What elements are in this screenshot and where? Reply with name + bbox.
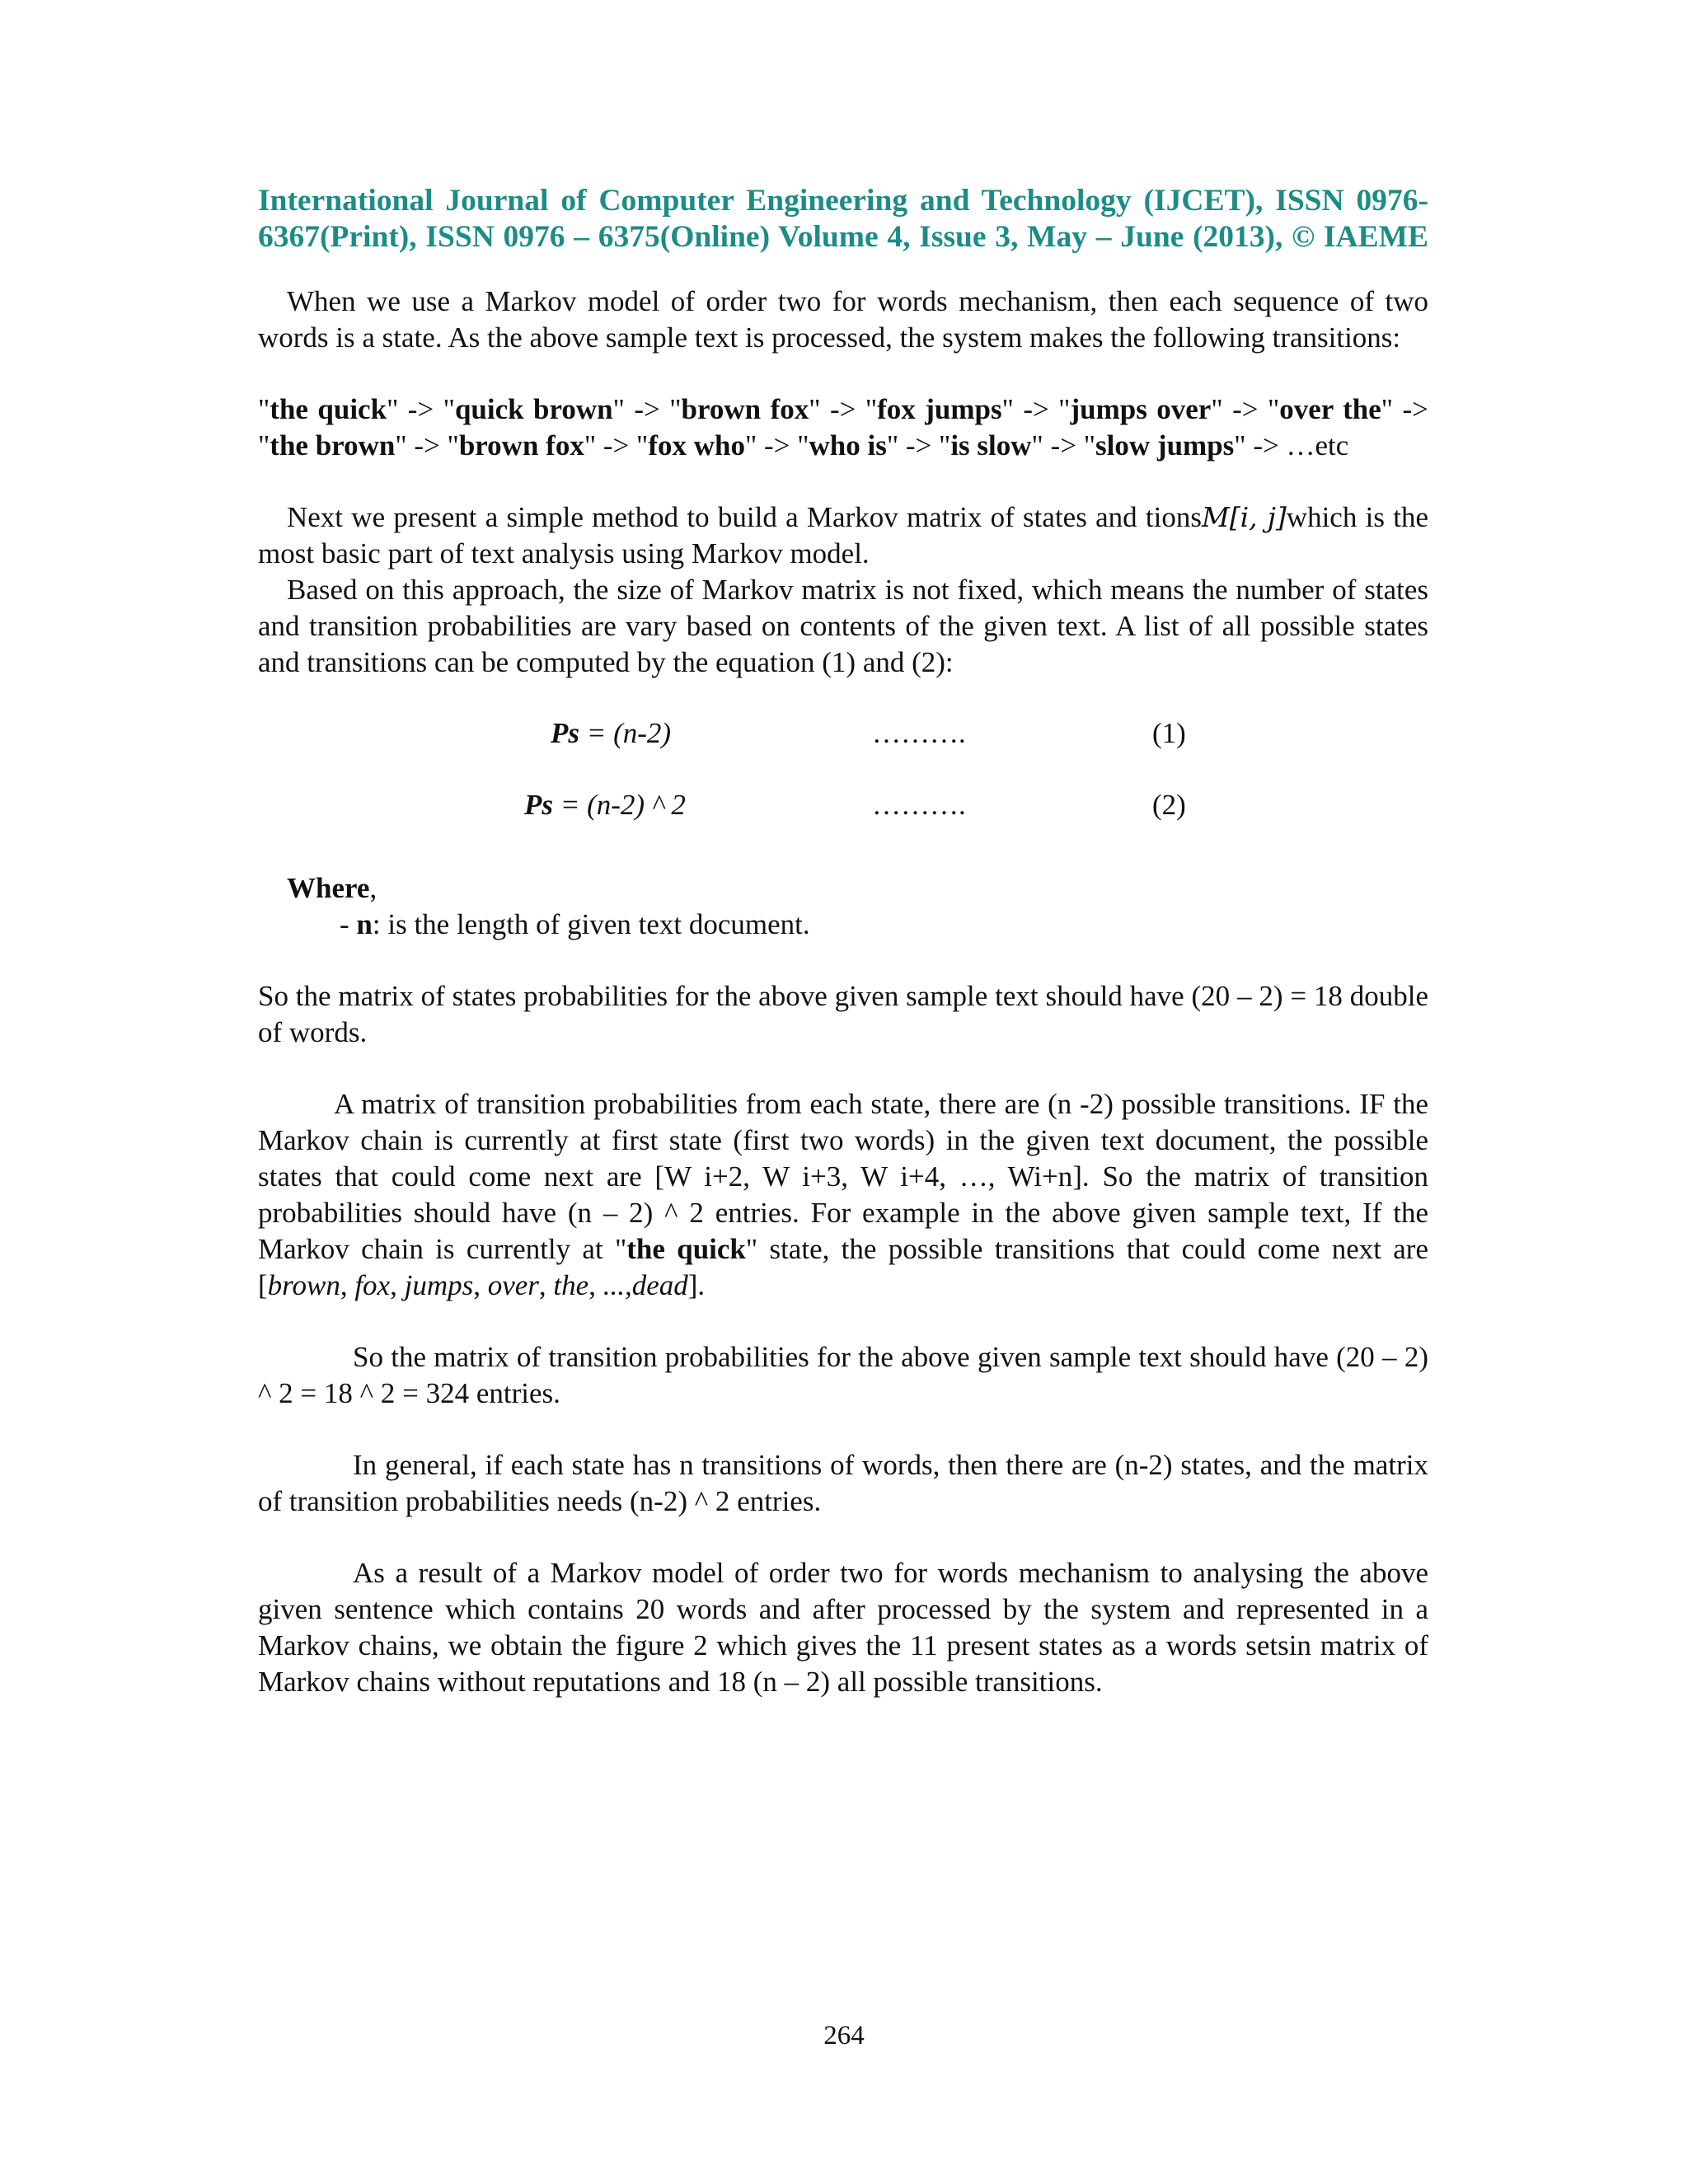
chain-arrow: -> <box>414 429 440 462</box>
equation-1-number: (1) <box>1152 717 1186 749</box>
chain-arrow: -> <box>603 429 630 462</box>
next-word-1: brown <box>267 1269 340 1301</box>
chain-arrow: -> <box>1253 429 1279 462</box>
journal-header-line-2: 6367(Print), ISSN 0976 – 6375(Online) Volume 4, Issue 3, May – June (2013), © IAEME <box>258 220 1428 254</box>
chain-state-1: the quick <box>270 393 387 425</box>
page-content <box>258 183 1428 1700</box>
chain-state-4: fox jumps <box>877 393 1002 425</box>
chain-state-12: slow jumps <box>1095 429 1235 462</box>
equation-2 <box>258 787 1428 823</box>
equation-2-lhs <box>524 787 686 823</box>
equation-2-rhs: = (n-2) ^ 2 <box>553 789 686 821</box>
method-text-post: which is the most basic part of text analysis using Markov model. <box>258 501 1428 569</box>
result-paragraph: As a result of a Markov model of order two for words mechanism to analysing the above given sentence which contains 20 words and after processed by the system and represented in a Markov chains, we obtain the figure 2 which gives the 11 present states as a words setsin matrix of Markov chains without reputations and 18 (n – 2) all possible transitions. <box>258 1557 1428 1698</box>
states-paragraph: So the matrix of states probabilities for the above given sample text should have (20 – 2) = 18 double of words. <box>258 980 1428 1048</box>
matrix-symbol: M[i, j] <box>1201 501 1287 533</box>
variable-n: n <box>356 908 373 940</box>
chain-arrow: -> <box>407 393 434 425</box>
chain-state-10: who is <box>809 429 887 462</box>
equations-block <box>258 715 1428 870</box>
next-word-5: the <box>553 1269 589 1301</box>
method-text-pre: Next we present a simple method to build a Markov matrix of states and tions <box>287 501 1202 533</box>
general-paragraph: In general, if each state has n transitions of words, then there are (n-2) states, and the matrix of transition probabilities needs (n-2) ^ 2 entries. <box>258 1449 1428 1517</box>
equation-2-number: (2) <box>1152 789 1186 821</box>
transition-chain: "the quick" -> "quick brown" -> "brown fox" -> "fox jumps" -> "jumps over" -> "over the" -> "the brown" -> "brown fox" -> "fox who" -> "who is" -> "is slow" -> "slow jumps" -> …etc <box>258 393 1428 462</box>
chain-arrow: -> <box>1023 393 1049 425</box>
chain-state-3: brown fox <box>681 393 809 425</box>
equation-1-lhs <box>551 715 671 752</box>
equation-2-symbol: Ps <box>524 789 553 821</box>
next-word-3: jumps <box>404 1269 474 1301</box>
where-word: Where <box>287 872 370 904</box>
chain-state-7: the brown <box>270 429 396 462</box>
journal-header-line-1: International Journal of Computer Engineering and Technology (IJCET), ISSN 0976- <box>258 184 1428 218</box>
chain-arrow: -> <box>1402 393 1428 425</box>
transition-paragraph: A matrix of transition probabilities from each state, there are (n -2) possible transitions. IF the Markov chain is currently at first state (first two words) in the given text document, the possible states that could come next are [W i+2, W i+3, W i+4, …, Wi+n]. So the matrix of transition probabilities should have (n – 2) ^ 2 entries. For example in the above given sample text, If the Markov chain is currently at "the quick" state, the possible transitions that could come next are [brown, fox, jumps, over, the, ...,dead]. <box>258 1088 1429 1301</box>
chain-state-6: over the <box>1279 393 1381 425</box>
approach-paragraph: Based on this approach, the size of Markov matrix is not fixed, which means the number of states and transition probabilities are vary based on contents of the given text. A list of all possible states and transitions can be computed by the equation (1) and (2): <box>258 574 1428 678</box>
where-bullet <box>258 907 1428 943</box>
transition-text-mid: " state, the possible transitions that could come next are [ <box>258 1233 1429 1301</box>
equation-1-symbol: Ps <box>551 717 579 749</box>
equation-1-rhs: = (n-2) <box>579 717 672 749</box>
equation-2-dots: ………. <box>872 789 966 821</box>
next-word-2: fox <box>354 1269 391 1301</box>
transition-text-end: ]. <box>687 1269 706 1301</box>
equation-1-dots: ………. <box>872 717 966 749</box>
where-label <box>258 870 1428 907</box>
chain-tail: …etc <box>1286 429 1349 462</box>
chain-arrow: -> <box>905 429 932 462</box>
chain-state-11: is slow <box>950 429 1032 462</box>
chain-state-8: brown fox <box>458 429 584 462</box>
next-word-4: over <box>487 1269 539 1301</box>
chain-state-2: quick brown <box>454 393 613 425</box>
intro-paragraph: When we use a Markov model of order two for words mechanism, then each sequence of two words is a state. As the above sample text is processed, the system makes the following transitions: <box>258 285 1428 354</box>
transition-bold-state: the quick <box>626 1233 746 1265</box>
chain-arrow: -> <box>1232 393 1259 425</box>
where-comma: , <box>369 872 377 904</box>
variable-description: : is the length of given text document. <box>372 908 810 940</box>
chain-arrow: -> <box>634 393 660 425</box>
page-number: 264 <box>823 2021 865 2050</box>
chain-arrow: -> <box>764 429 790 462</box>
next-word-6: ...,dead <box>603 1269 688 1301</box>
journal-header <box>258 183 1428 255</box>
transition-text-pre: A matrix of transition probabilities from each state, there are (n -2) possible transitions. IF the Markov chain is currently at first state (first two words) in the given text document, the possible states that could come next are [W i+2, W i+3, W i+4, …, Wi+n]. So the matrix of transition probabilities should have (n – 2) ^ 2 entries. For example in the above given sample text, If the Markov chain is currently at " <box>258 1088 1428 1265</box>
bullet-dash: - <box>340 908 349 940</box>
method-paragraph <box>258 499 1428 572</box>
equation-1 <box>258 715 1428 752</box>
chain-state-9: fox who <box>648 429 745 462</box>
chain-arrow: -> <box>1050 429 1076 462</box>
chain-state-5: jumps over <box>1070 393 1212 425</box>
chain-arrow: -> <box>829 393 856 425</box>
entries-paragraph: So the matrix of transition probabilities for the above given sample text should have (20 – 2) ^ 2 = 18 ^ 2 = 324 entries. <box>258 1341 1428 1409</box>
